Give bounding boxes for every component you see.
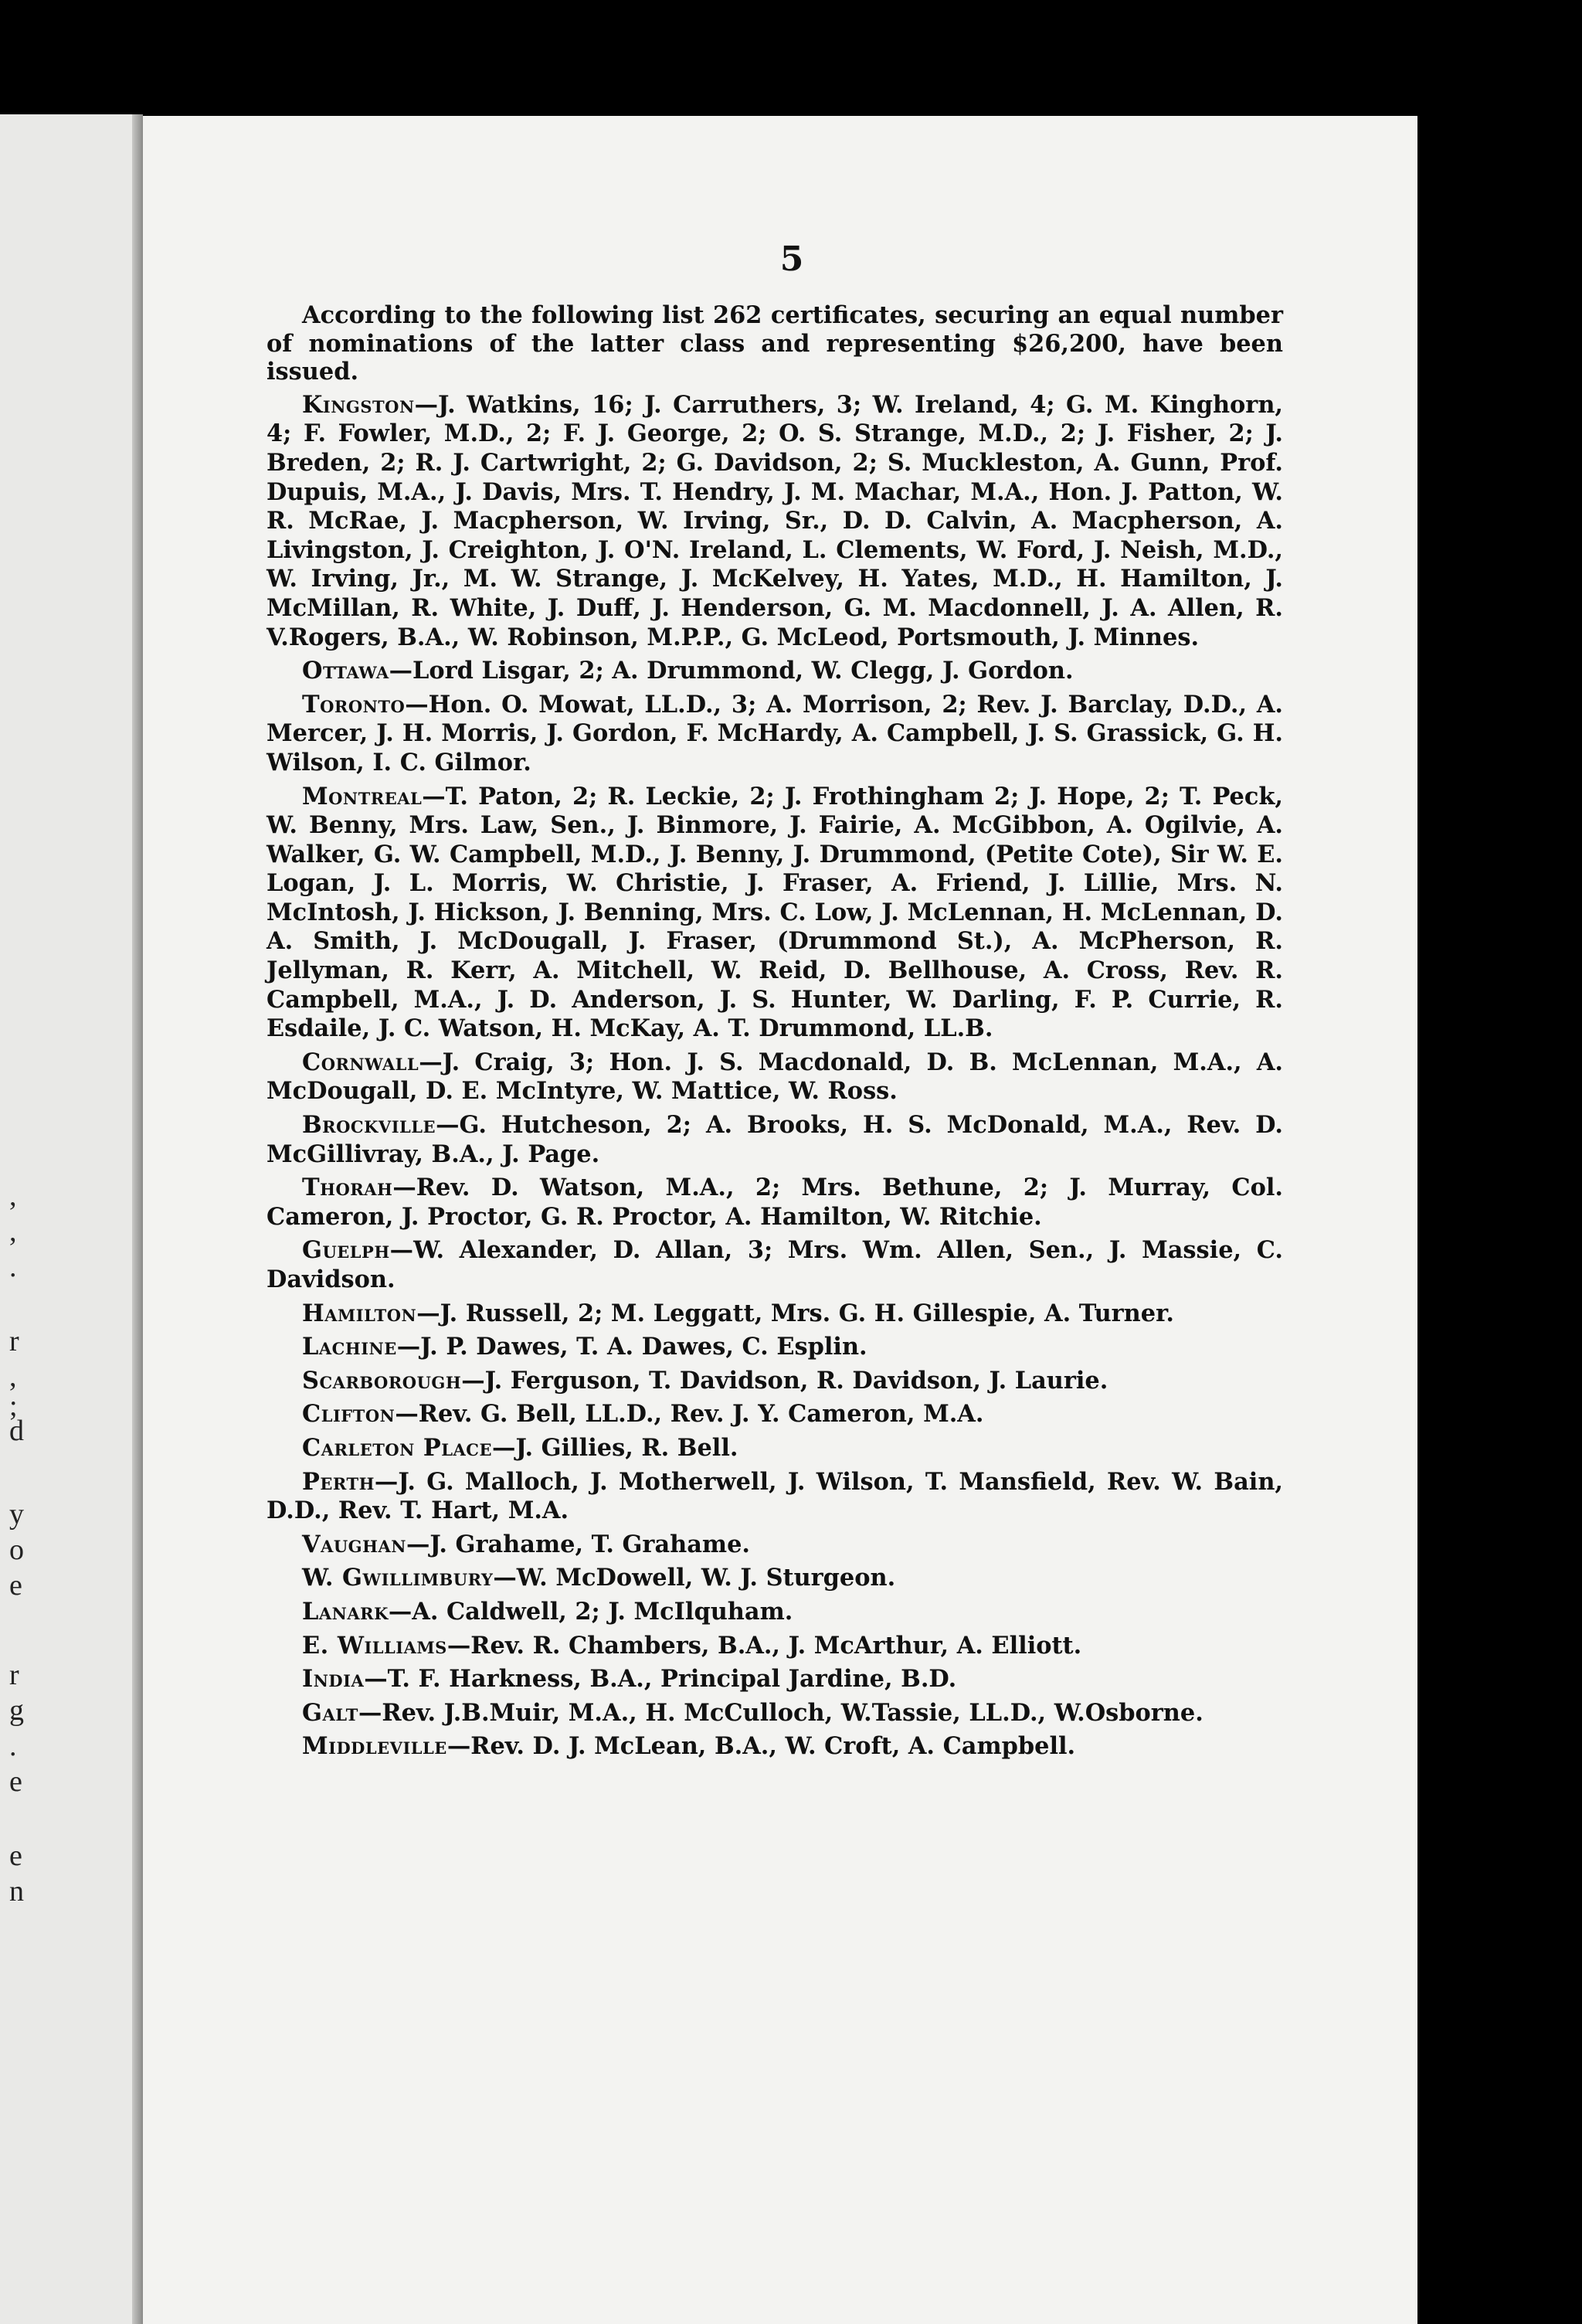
- place-name: Guelph: [302, 1236, 390, 1265]
- list-item: Kingston—J. Watkins, 16; J. Carruthers, 3; W. Ireland, 4; G. M. Kinghorn, 4; F. Fowler, M.D., 2; F. J. George, 2; O. S. Strange, M.D., 2; J. Fisher, 2; J. Breden, 2; R. J. Cartwright, 2; G. Davidson, 2; S. Muckleston, A. Gunn, Prof. Dupuis, M.A., J. Davis, Mrs. T. Hendry, J. M. Machar, M.A., Hon. J. Patton, W. R. McRae, J. Macpherson, W. Irving, Sr., D. D. Calvin, A. Macpherson, A. Livingston, J. Creighton, J. O'N. Ireland, L. Clements, W. Ford, J. Neish, M.D., W. Irving, Jr., M. W. Strange, J. McKelvey, H. Yates, M.D., H. Hamilton, J. McMillan, R. White, J. Duff, J. Henderson, G. M. Macdonnell, J. A. Allen, R. V.Rogers, B.A., W. Robinson, M.P.P., G. McLeod, Portsmouth, J. Minnes.: [266, 390, 1283, 651]
- list-item: Perth—J. G. Malloch, J. Motherwell, J. Wilson, T. Mansfield, Rev. W. Bain, D.D., Rev. T. Hart, M.A.: [266, 1467, 1283, 1525]
- donor-names: A. Caldwell, 2; J. McIlquham.: [412, 1597, 793, 1626]
- margin-char: n: [9, 1875, 24, 1908]
- list-item: India—T. F. Harkness, B.A., Principal Jardine, B.D.: [302, 1665, 957, 1694]
- place-name: Montreal: [302, 782, 423, 810]
- list-item: Hamilton—J. Russell, 2; M. Leggatt, Mrs. G. H. Gillespie, A. Turner.: [302, 1299, 1174, 1327]
- list-item: Toronto—Hon. O. Mowat, LL.D., 3; A. Morrison, 2; Rev. J. Barclay, D.D., A. Mercer, J. H. Morris, J. Gordon, F. McHardy, A. Campbell, J. S. Grassick, G. H. Wilson, I. C. Gilmor.: [266, 690, 1283, 776]
- facing-page-edge: [0, 114, 143, 2324]
- margin-char: o: [9, 1534, 24, 1566]
- place-name: Toronto: [302, 690, 406, 719]
- list-item: Lachine—J. P. Dawes, T. A. Dawes, C. Esplin.: [302, 1333, 867, 1361]
- place-name: Lanark: [302, 1597, 389, 1626]
- margin-char: ,: [9, 1215, 17, 1248]
- margin-char: .: [9, 1251, 17, 1283]
- list-item: Galt—Rev. J.B.Muir, M.A., H. McCulloch, W.Tassie, LL.D., W.Osborne.: [302, 1698, 1203, 1727]
- donor-names: W. McDowell, W. J. Sturgeon.: [516, 1564, 896, 1592]
- page-number: 5: [779, 240, 804, 279]
- margin-char: g: [9, 1694, 24, 1727]
- list-item: Clifton—Rev. G. Bell, LL.D., Rev. J. Y. Cameron, M.A.: [302, 1400, 984, 1429]
- list-item: Cornwall—J. Craig, 3; Hon. J. S. Macdonald, D. B. McLennan, M.A., A. McDougall, D. E. McIntyre, W. Mattice, W. Ross.: [266, 1048, 1283, 1106]
- place-name: Brockville: [302, 1111, 436, 1140]
- donor-names: J. Watkins, 16; J. Carruthers, 3; W. Ireland, 4; G. M. Kinghorn, 4; F. Fowler, M.D., 2; F. J. George, 2; O. S. Strange, M.D., 2; J. Fisher, 2; J. Breden, 2; R. J. Cartwright, 2; G. Davidson, 2; S. Muckleston, A. Gunn, Prof. Dupuis, M.A., J. Davis, Mrs. T. Hendry, J. M. Machar, M.A., Hon. J. Patton, W. R. McRae, J. Macpherson, W. Irving, Sr., D. D. Calvin, A. Macpherson, A. Livingston, J. Creighton, J. O'N. Ireland, L. Clements, W. Ford, J. Neish, M.D., W. Irving, Jr., M. W. Strange, J. McKelvey, H. Yates, M.D., H. Hamilton, J. McMillan, R. White, J. Duff, J. Henderson, G. M. Macdonnell, J. A. Allen, R. V.Rogers, B.A., W. Robinson, M.P.P., G. McLeod, Portsmouth, J. Minnes.: [266, 390, 1283, 651]
- donor-names: Rev. D. J. McLean, B.A., W. Croft, A. Campbell.: [470, 1732, 1076, 1761]
- list-item: Guelph—W. Alexander, D. Allan, 3; Mrs. Wm. Allen, Sen., J. Massie, C. Davidson.: [266, 1236, 1283, 1293]
- donor-names: J. Russell, 2; M. Leggatt, Mrs. G. H. Gillespie, A. Turner.: [440, 1299, 1174, 1327]
- intro-paragraph: According to the following list 262 certificates, securing an equal number of nominations of the latter class and representing $26,200, have been issued.: [266, 301, 1283, 386]
- place-name: Clifton: [302, 1400, 396, 1429]
- donor-names: Rev. D. Watson, M.A., 2; Mrs. Bethune, 2; J. Murray, Col. Cameron, J. Proctor, G. R. Proctor, A. Hamilton, W. Ritchie.: [266, 1174, 1283, 1231]
- place-name: Cornwall: [302, 1048, 419, 1076]
- list-item: Scarborough—J. Ferguson, T. Davidson, R. Davidson, J. Laurie.: [302, 1366, 1108, 1395]
- donor-names: W. Alexander, D. Allan, 3; Mrs. Wm. Allen, Sen., J. Massie, C. Davidson.: [266, 1236, 1283, 1293]
- margin-char: ,: [9, 1361, 17, 1393]
- margin-char: r: [9, 1325, 19, 1357]
- place-name: W. Gwillimbury: [302, 1564, 494, 1592]
- list-item: Carleton Place—J. Gillies, R. Bell.: [302, 1433, 738, 1462]
- donor-names: J. Grahame, T. Grahame.: [429, 1530, 750, 1558]
- list-item: W. Gwillimbury—W. McDowell, W. J. Sturgeon.: [302, 1564, 896, 1592]
- list-item: E. Williams—Rev. R. Chambers, B.A., J. McArthur, A. Elliott.: [302, 1631, 1082, 1660]
- donor-names: Rev. J.B.Muir, M.A., H. McCulloch, W.Tassie, LL.D., W.Osborne.: [382, 1698, 1203, 1727]
- donor-names: G. Hutcheson, 2; A. Brooks, H. S. McDonald, M.A., Rev. D. McGillivray, B.A., J. Page.: [266, 1111, 1283, 1168]
- donor-names: T. Paton, 2; R. Leckie, 2; J. Frothingham 2; J. Hope, 2; T. Peck, W. Benny, Mrs. Law, Sen., J. Binmore, J. Fairie, A. McGibbon, A. Ogilvie, A. Walker, G. W. Campbell, M.D., J. Benny, J. Drummond, (Petite Cote), Sir W. E. Logan, J. L. Morris, W. Christie, J. Fraser, A. Friend, J. Lillie, Mrs. N. McIntosh, J. Hickson, J. Benning, Mrs. C. Low, J. McLennan, H. McLennan, D. A. Smith, J. McDougall, J. Fraser, (Drummond St.), A. McPherson, R. Jellyman, R. Kerr, A. Mitchell, W. Reid, D. Bellhouse, A. Cross, Rev. R. Campbell, M.A., J. D. Anderson, J. S. Hunter, W. Darling, F. P. Currie, R. Esdaile, J. C. Watson, H. McKay, A. T. Drummond, LL.B.: [266, 782, 1283, 1043]
- donor-names: T. F. Harkness, B.A., Principal Jardine, B.D.: [387, 1665, 957, 1694]
- margin-char: .: [9, 1730, 17, 1762]
- donor-names: J. P. Dawes, T. A. Dawes, C. Esplin.: [420, 1333, 867, 1361]
- margin-char: e: [9, 1765, 22, 1798]
- donor-names: Rev. G. Bell, LL.D., Rev. J. Y. Cameron, M.A.: [418, 1400, 984, 1429]
- margin-char: e: [9, 1569, 22, 1602]
- place-name: Perth: [302, 1467, 375, 1496]
- book-page: [143, 116, 1417, 2324]
- margin-char: y: [9, 1498, 24, 1531]
- margin-char: r: [9, 1659, 19, 1691]
- list-item: Vaughan—J. Grahame, T. Grahame.: [302, 1530, 750, 1558]
- book-spine: [132, 114, 143, 2324]
- place-name: Vaughan: [302, 1530, 406, 1558]
- place-name: Lachine: [302, 1333, 397, 1361]
- place-name: Scarborough: [302, 1366, 462, 1395]
- place-name: Carleton Place: [302, 1433, 493, 1462]
- list-item: Lanark—A. Caldwell, 2; J. McIlquham.: [302, 1597, 793, 1626]
- margin-char: ,: [9, 1180, 17, 1212]
- page-body: [266, 301, 1283, 1762]
- list-item: Brockville—G. Hutcheson, 2; A. Brooks, H. S. McDonald, M.A., Rev. D. McGillivray, B.A., J. Page.: [266, 1111, 1283, 1168]
- place-name: Ottawa: [302, 657, 389, 685]
- place-name: Hamilton: [302, 1299, 417, 1327]
- margin-char: ;: [9, 1390, 18, 1422]
- donor-names: Rev. R. Chambers, B.A., J. McArthur, A. Elliott.: [470, 1631, 1082, 1660]
- margin-char: d: [9, 1415, 24, 1447]
- list-item: Thorah—Rev. D. Watson, M.A., 2; Mrs. Bethune, 2; J. Murray, Col. Cameron, J. Proctor, G. R. Proctor, A. Hamilton, W. Ritchie.: [266, 1174, 1283, 1231]
- place-name: Middleville: [302, 1732, 447, 1761]
- place-name: Galt: [302, 1698, 358, 1727]
- list-item: Montreal—T. Paton, 2; R. Leckie, 2; J. Frothingham 2; J. Hope, 2; T. Peck, W. Benny, Mrs. Law, Sen., J. Binmore, J. Fairie, A. McGibbon, A. Ogilvie, A. Walker, G. W. Campbell, M.D., J. Benny, J. Drummond, (Petite Cote), Sir W. E. Logan, J. L. Morris, W. Christie, J. Fraser, A. Friend, J. Lillie, Mrs. N. McIntosh, J. Hickson, J. Benning, Mrs. C. Low, J. McLennan, H. McLennan, D. A. Smith, J. McDougall, J. Fraser, (Drummond St.), A. McPherson, R. Jellyman, R. Kerr, A. Mitchell, W. Reid, D. Bellhouse, A. Cross, Rev. R. Campbell, M.A., J. D. Anderson, J. S. Hunter, W. Darling, F. P. Currie, R. Esdaile, J. C. Watson, H. McKay, A. T. Drummond, LL.B.: [266, 782, 1283, 1043]
- place-name: Thorah: [302, 1174, 393, 1202]
- margin-char: e: [9, 1840, 22, 1872]
- place-name: E. Williams: [302, 1631, 447, 1660]
- donor-names: J. Craig, 3; Hon. J. S. Macdonald, D. B. McLennan, M.A., A. McDougall, D. E. McIntyre, W. Mattice, W. Ross.: [266, 1048, 1283, 1106]
- list-item: Middleville—Rev. D. J. McLean, B.A., W. Croft, A. Campbell.: [302, 1732, 1076, 1761]
- donor-names: Lord Lisgar, 2; A. Drummond, W. Clegg, J. Gordon.: [412, 657, 1074, 685]
- place-name: India: [302, 1665, 365, 1694]
- donor-names: Hon. O. Mowat, LL.D., 3; A. Morrison, 2; Rev. J. Barclay, D.D., A. Mercer, J. H. Morris, J. Gordon, F. McHardy, A. Campbell, J. S. Grassick, G. H. Wilson, I. C. Gilmor.: [266, 690, 1283, 776]
- list-item: Ottawa—Lord Lisgar, 2; A. Drummond, W. Clegg, J. Gordon.: [302, 657, 1074, 685]
- place-name: Kingston: [302, 390, 415, 419]
- donor-names: J. Gillies, R. Bell.: [515, 1433, 738, 1462]
- donor-names: J. Ferguson, T. Davidson, R. Davidson, J. Laurie.: [484, 1366, 1108, 1395]
- donor-names: J. G. Malloch, J. Motherwell, J. Wilson, T. Mansfield, Rev. W. Bain, D.D., Rev. T. Hart, M.A.: [266, 1467, 1283, 1525]
